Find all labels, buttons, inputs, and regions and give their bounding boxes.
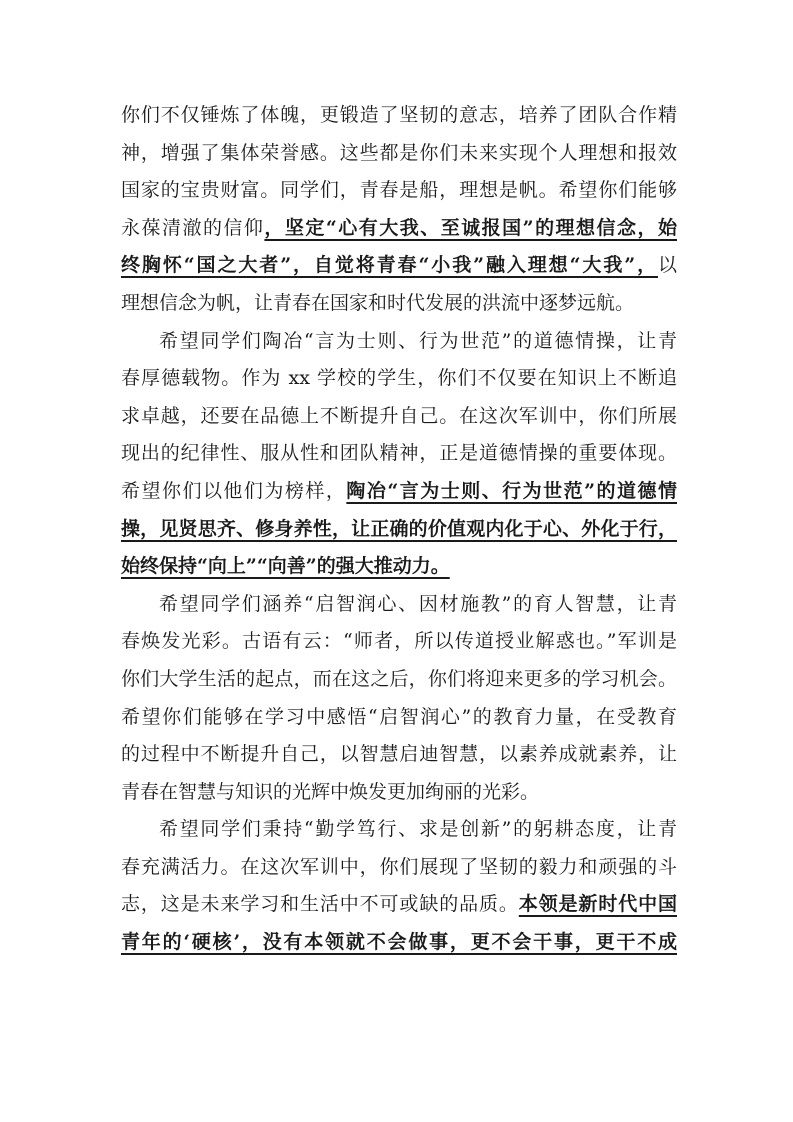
body-text: 国家的宝贵财富。同学们，青春是船，理想是帆。希望你们能够 xyxy=(121,179,677,202)
text-line xyxy=(121,736,677,774)
emphasized-text: 终胸怀“国之大者”，自觉将青春“小我”融入理想“大我”， xyxy=(121,254,658,277)
emphasized-text: ，坚定“心有大我、至诚报国”的理想信念，始 xyxy=(264,216,677,239)
text-line xyxy=(121,285,677,323)
body-text: 希望同学们陶冶“言为士则、行为世范”的道德情操，让青 xyxy=(159,329,677,352)
emphasized-text: 本领是新时代中国 xyxy=(518,893,677,916)
text-line xyxy=(121,548,677,586)
text-line xyxy=(121,661,677,699)
body-text: 志，这是未来学习和生活中不可或缺的品质。 xyxy=(121,893,519,916)
body-text: 青春在智慧与知识的光辉中焕发更加绚丽的光彩。 xyxy=(121,780,540,803)
emphasized-text: 陶冶“言为士则、行为世范”的道德情 xyxy=(346,479,677,502)
body-text: 的过程中不断提升自己，以智慧启迪智慧，以素养成就素养，让 xyxy=(121,743,677,766)
text-line xyxy=(121,247,677,285)
body-text: 现出的纪律性、服从性和团队精神，正是道德情操的重要体现。 xyxy=(121,442,677,465)
body-text: 希望同学们涵养“启智润心、因材施教”的育人智慧，让青 xyxy=(159,592,677,615)
text-line xyxy=(121,398,677,436)
text-line xyxy=(121,623,677,661)
text-line xyxy=(121,473,677,511)
text-line xyxy=(121,699,677,737)
body-text: 你们大学生活的起点，而在这之后，你们将迎来更多的学习机会。 xyxy=(121,667,677,690)
text-line xyxy=(121,135,677,173)
body-text: 春厚德载物。作为 xx 学校的学生，你们不仅要在知识上不断追 xyxy=(121,367,677,390)
body-text: 你们不仅锤炼了体魄，更锻造了坚韧的意志，培养了团队合作精 xyxy=(121,104,677,126)
body-text: 以 xyxy=(657,254,677,277)
emphasized-text: 操，见贤思齐、修身养性，让正确的价值观内化于心、外化于行， xyxy=(121,517,677,540)
body-text: 永葆清澈的信仰 xyxy=(121,216,265,239)
text-line xyxy=(121,210,677,248)
text-line xyxy=(121,360,677,398)
body-text: 理想信念为帆，让青春在国家和时代发展的洪流中逐梦远航。 xyxy=(121,291,635,314)
text-line xyxy=(121,172,677,210)
body-text: 希望你们能够在学习中感悟“启智润心”的教育力量，在受教育 xyxy=(121,705,677,728)
body-text: 春充满活力。在这次军训中，你们展现了坚韧的毅力和顽强的斗 xyxy=(121,855,677,878)
text-line xyxy=(121,774,677,812)
text-line xyxy=(121,849,677,887)
body-text: 求卓越，还要在品德上不断提升自己。在这次军训中，你们所展 xyxy=(121,404,677,427)
paragraph-first-line xyxy=(121,586,677,624)
text-line xyxy=(121,435,677,473)
body-text: 希望同学们秉持“勤学笃行、求是创新”的躬耕态度，让青 xyxy=(159,818,677,841)
document-body xyxy=(121,97,677,962)
text-line xyxy=(121,886,677,924)
emphasized-text: 始终保持“向上”“向善”的强大推动力。 xyxy=(121,555,450,578)
body-text: 希望你们以他们为榜样， xyxy=(121,479,347,502)
text-line xyxy=(121,924,677,962)
emphasized-text: 青年的‘硬核’，没有本领就不会做事，更不会干事，更干不成 xyxy=(121,931,677,954)
body-text: 春焕发光彩。古语有云：“师者，所以传道授业解惑也。”军训是 xyxy=(121,630,677,653)
text-line xyxy=(121,511,677,549)
body-text: 神，增强了集体荣誉感。这些都是你们未来实现个人理想和报效 xyxy=(121,141,677,164)
paragraph-first-line xyxy=(121,811,677,849)
text-line xyxy=(121,97,677,135)
paragraph-first-line xyxy=(121,323,677,361)
